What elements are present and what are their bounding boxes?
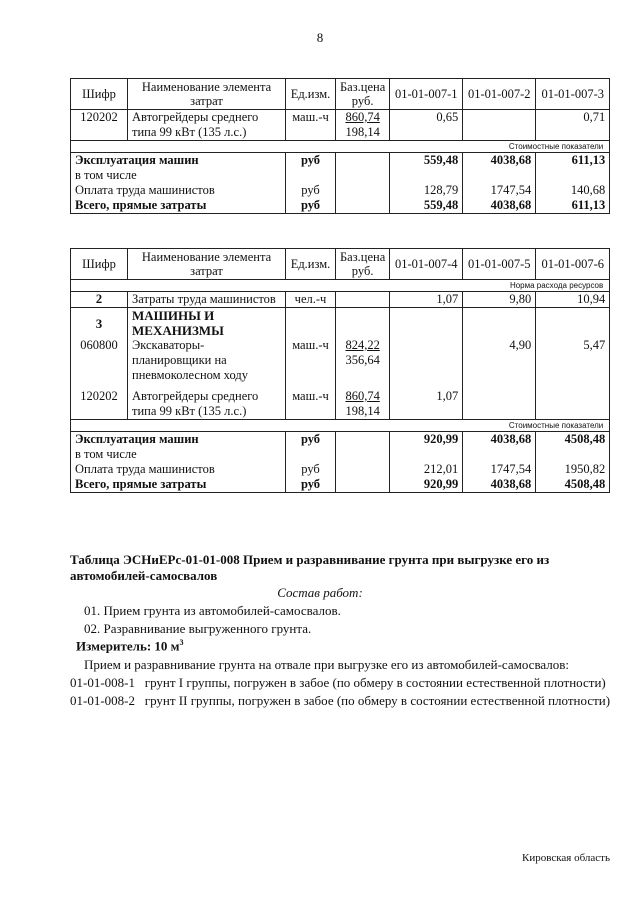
row-value: 10,94 [536, 292, 610, 308]
table-row [71, 368, 610, 383]
row-value: 4038,68 [463, 153, 536, 169]
row-value: 140,68 [536, 183, 610, 198]
section-code: 3 [71, 308, 128, 339]
row-price-labor: 198,14 [336, 404, 390, 420]
work-item-2: 02. Разравнивание выгруженного грунта. [84, 621, 312, 636]
row-value: 920,99 [390, 477, 463, 493]
row-name: Оплата труда машинистов [71, 183, 286, 198]
col-header-norm-4: 01-01-007-4 [390, 249, 463, 280]
table-title-cont: автомобилей-самосвалов [70, 568, 218, 583]
table-title: Таблица ЭСНиЕРс-01-01-008 Прием и разравнивание грунта при выгрузке его из [70, 552, 550, 567]
band-row [71, 280, 610, 292]
col-header-code: Шифр [71, 249, 128, 280]
col-header-price: Баз.цена руб. [336, 249, 390, 280]
row-value: 5,47 [536, 338, 610, 353]
row-name: в том числе [71, 447, 286, 462]
row-unit: чел.-ч [286, 292, 336, 308]
col-header-norm-3: 01-01-007-3 [536, 79, 610, 110]
section-row [71, 308, 610, 339]
row-name-cont: типа 99 кВт (135 л.с.) [128, 125, 286, 141]
col-header-norm-1: 01-01-007-1 [390, 79, 463, 110]
row-price: 860,74 [336, 110, 390, 126]
row-name: Эксплуатация машин [71, 153, 286, 169]
col-header-norm-2: 01-01-007-2 [463, 79, 536, 110]
table-row [71, 292, 610, 308]
table-row [71, 168, 610, 183]
table-row [71, 125, 610, 141]
section-title: МАШИНЫ И МЕХАНИЗМЫ [128, 308, 286, 339]
col-header-norm-5: 01-01-007-5 [463, 249, 536, 280]
row-value: 1,07 [390, 292, 463, 308]
table-row [71, 110, 610, 126]
band-label: Стоимостные показатели [71, 420, 610, 432]
row-unit: руб [286, 432, 336, 448]
row-price-labor: 198,14 [336, 125, 390, 141]
row-price: 860,74 [336, 389, 390, 404]
row-unit: руб [286, 183, 336, 198]
col-header-name: Наименование элемента затрат [128, 249, 286, 280]
row-value: 0,65 [390, 110, 463, 126]
row-name: Всего, прямые затраты [71, 198, 286, 214]
row-name: Затраты труда машинистов [128, 292, 286, 308]
row-name: Экскаваторы- [128, 338, 286, 353]
row-price: 824,22 [336, 338, 390, 353]
row-price-labor: 356,64 [336, 353, 390, 368]
table-row [71, 447, 610, 462]
row-value: 559,48 [390, 153, 463, 169]
band-label: Стоимостные показатели [71, 141, 610, 153]
col-header-unit: Ед.изм. [286, 79, 336, 110]
row-value: 1,07 [390, 389, 463, 404]
row-unit: маш.-ч [286, 338, 336, 353]
table-row [71, 477, 610, 493]
col-header-norm-6: 01-01-007-6 [536, 249, 610, 280]
intro-text: Прием и разравнивание грунта на отвале при выгрузке его из автомобилей-самосвалов: [84, 657, 570, 672]
row-code: 120202 [71, 389, 128, 404]
row-name: Автогрейдеры среднего [128, 110, 286, 126]
row-name: Автогрейдеры среднего [128, 389, 286, 404]
row-value: 128,79 [390, 183, 463, 198]
table-row [71, 183, 610, 198]
table-row [71, 462, 610, 477]
row-value [390, 338, 463, 353]
row-value: 611,13 [536, 153, 610, 169]
row-name: в том числе [71, 168, 286, 183]
row-name: Эксплуатация машин [71, 432, 286, 448]
row-unit: руб [286, 153, 336, 169]
row-unit: маш.-ч [286, 389, 336, 404]
footer-region: Кировская область [521, 852, 610, 864]
row-code: 120202 [71, 110, 128, 126]
band-row [71, 420, 610, 432]
table-header-row [71, 249, 610, 280]
row-value: 4038,68 [463, 198, 536, 214]
row-unit: маш.-ч [286, 110, 336, 126]
table-row [71, 389, 610, 404]
row-value: 0,71 [536, 110, 610, 126]
row-value: 920,99 [390, 432, 463, 448]
row-value: 611,13 [536, 198, 610, 214]
table-row [71, 198, 610, 214]
row-value: 212,01 [390, 462, 463, 477]
row-value: 1950,82 [536, 462, 610, 477]
row-value: 4508,48 [536, 432, 610, 448]
row-value: 4,90 [463, 338, 536, 353]
resource-table-1 [70, 78, 610, 214]
row-name-cont: типа 99 кВт (135 л.с.) [128, 404, 286, 420]
row-name: Оплата труда машинистов [71, 462, 286, 477]
norm-line-1: 01-01-008-1 грунт I группы, погружен в забое (по обмеру в состоянии естественной плотности) [70, 675, 606, 690]
col-header-price: Баз.цена руб. [336, 79, 390, 110]
row-value [536, 389, 610, 404]
row-unit: руб [286, 477, 336, 493]
table-row [71, 432, 610, 448]
table-header-row [71, 79, 610, 110]
resource-table-2 [70, 248, 610, 493]
row-code: 060800 [71, 338, 128, 353]
row-value [463, 110, 536, 126]
col-header-name: Наименование элемента затрат [128, 79, 286, 110]
row-value: 4508,48 [536, 477, 610, 493]
row-unit: руб [286, 462, 336, 477]
row-value: 4038,68 [463, 477, 536, 493]
page-number: 8 [316, 30, 324, 45]
row-value: 9,80 [463, 292, 536, 308]
row-name-cont: планировщики на [128, 353, 286, 368]
row-unit: руб [286, 198, 336, 214]
row-name-cont: пневмоколесном ходу [128, 368, 286, 383]
row-value: 4038,68 [463, 432, 536, 448]
table-row [71, 153, 610, 169]
band-row [71, 141, 610, 153]
band-label: Норма расхода ресурсов [71, 280, 610, 292]
norm-line-2: 01-01-008-2 грунт II группы, погружен в забое (по обмеру в состоянии естественной плотности) [70, 693, 611, 708]
table-row [71, 404, 610, 420]
row-value: 1747,54 [463, 462, 536, 477]
row-code: 2 [71, 292, 128, 308]
table-row [71, 353, 610, 368]
composition-heading: Состав работ: [277, 585, 363, 600]
col-header-unit: Ед.изм. [286, 249, 336, 280]
row-name: Всего, прямые затраты [71, 477, 286, 493]
work-item-1: 01. Прием грунта из автомобилей-самосвалов. [84, 603, 341, 618]
table-row [71, 338, 610, 353]
row-value [463, 389, 536, 404]
row-value: 1747,54 [463, 183, 536, 198]
row-value: 559,48 [390, 198, 463, 214]
measurement-unit: Измеритель: 10 $м^3$ [76, 638, 184, 654]
col-header-code: Шифр [71, 79, 128, 110]
